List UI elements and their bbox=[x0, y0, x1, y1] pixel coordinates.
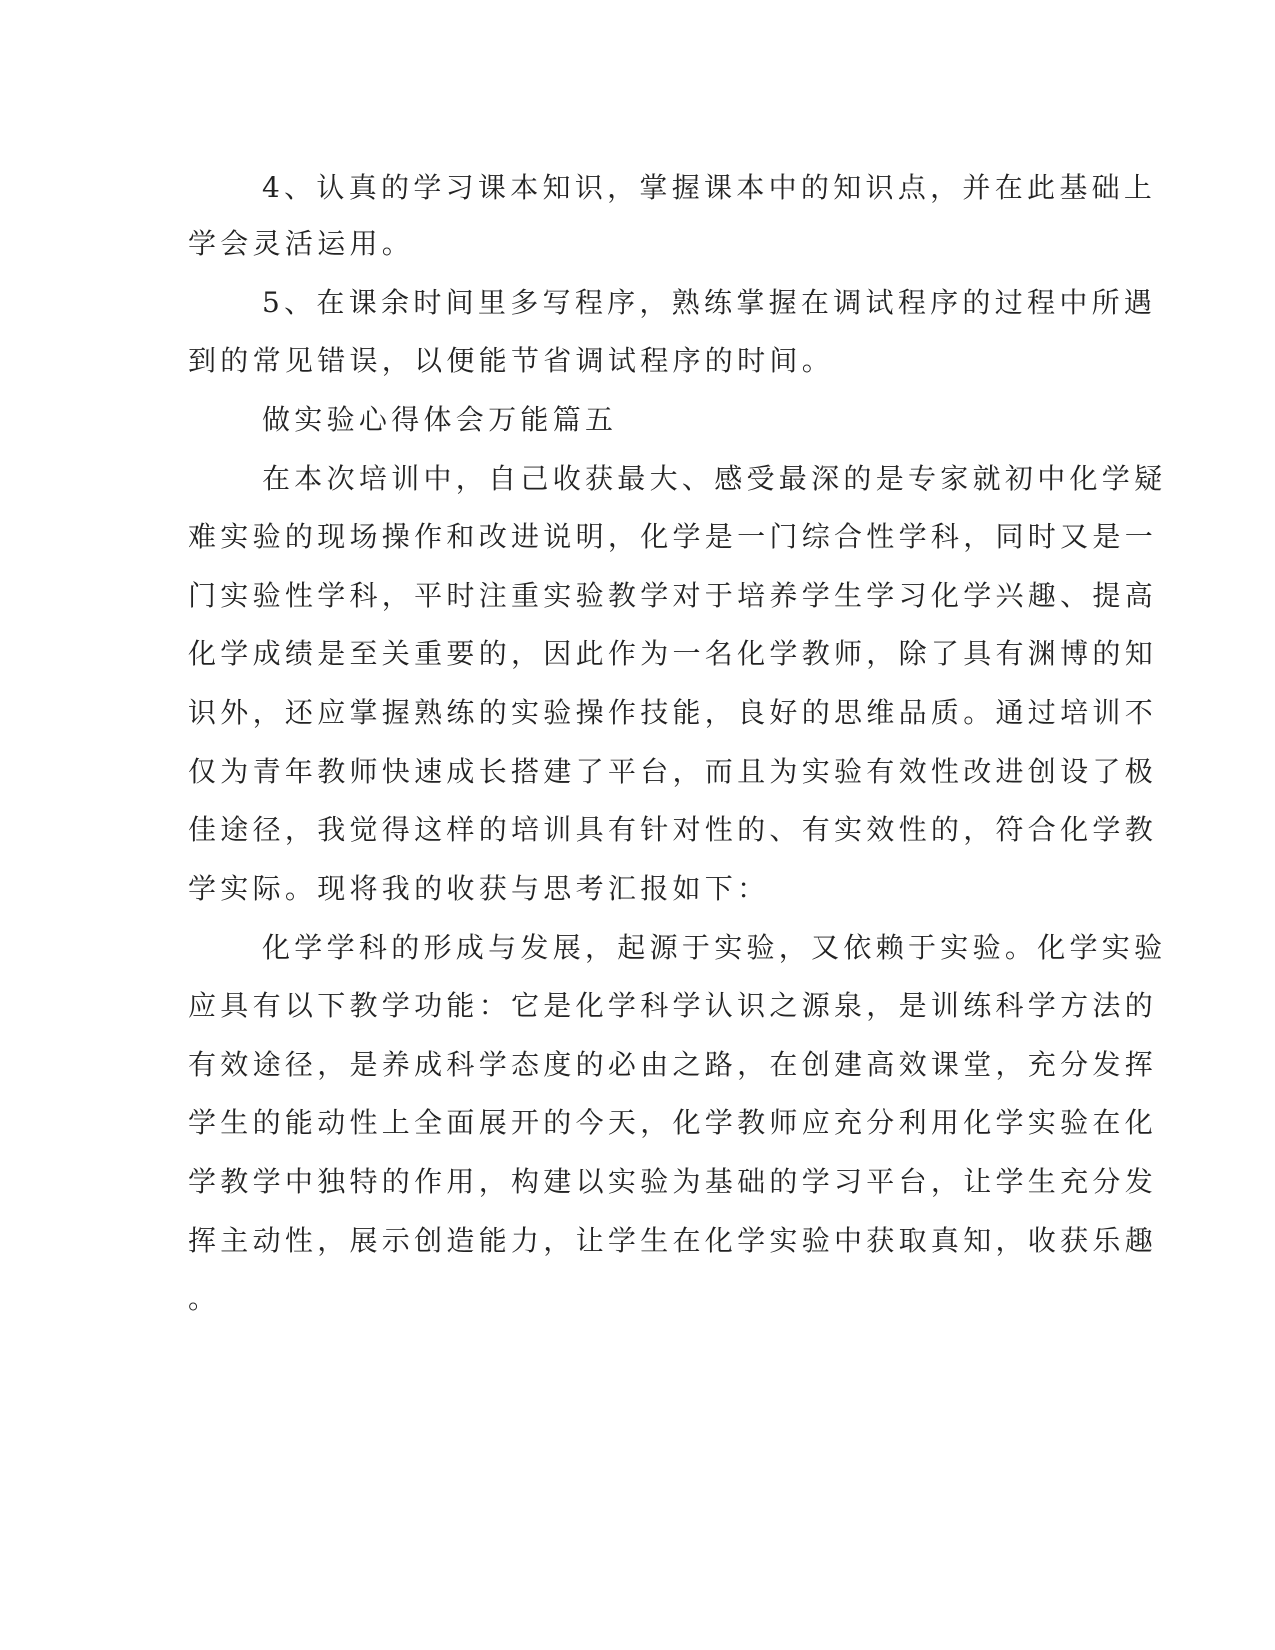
paragraph-line: 5、在课余时间里多写程序，熟练掌握在调试程序的过程中所遇 bbox=[262, 286, 1157, 319]
paragraph-line: 。 bbox=[188, 1282, 221, 1315]
paragraph-line: 门实验性学科，平时注重实验教学对于培养学生学习化学兴趣、提高 bbox=[188, 579, 1158, 612]
paragraph-line: 4、认真的学习课本知识，掌握课本中的知识点，并在此基础上 bbox=[262, 171, 1157, 204]
paragraph-line: 在本次培训中，自己收获最大、感受最深的是专家就初中化学疑 bbox=[262, 462, 1167, 495]
paragraph-line: 化学成绩是至关重要的，因此作为一名化学教师，除了具有渊博的知 bbox=[188, 637, 1158, 670]
paragraph-line: 仅为青年教师快速成长搭建了平台，而且为实验有效性改进创设了极 bbox=[188, 755, 1158, 788]
paragraph-line: 学实际。现将我的收获与思考汇报如下： bbox=[188, 872, 770, 905]
paragraph-line: 识外，还应掌握熟练的实验操作技能，良好的思维品质。通过培训不 bbox=[188, 696, 1158, 729]
paragraph-line: 学会灵活运用。 bbox=[188, 227, 415, 260]
paragraph-line: 学教学中独特的作用，构建以实验为基础的学习平台，让学生充分发 bbox=[188, 1165, 1158, 1198]
paragraph-line: 难实验的现场操作和改进说明，化学是一门综合性学科，同时又是一 bbox=[188, 520, 1158, 553]
paragraph-line: 学生的能动性上全面展开的今天，化学教师应充分利用化学实验在化 bbox=[188, 1106, 1158, 1139]
paragraph-line: 佳途径，我觉得这样的培训具有针对性的、有实效性的，符合化学教 bbox=[188, 813, 1158, 846]
paragraph-line: 化学学科的形成与发展，起源于实验，又依赖于实验。化学实验 bbox=[262, 931, 1167, 964]
paragraph-line: 到的常见错误，以便能节省调试程序的时间。 bbox=[188, 344, 835, 377]
paragraph-line: 有效途径，是养成科学态度的必由之路，在创建高效课堂，充分发挥 bbox=[188, 1048, 1158, 1081]
paragraph-line: 挥主动性，展示创造能力，让学生在化学实验中获取真知，收获乐趣 bbox=[188, 1224, 1158, 1257]
section-heading: 做实验心得体会万能篇五 bbox=[262, 403, 618, 436]
paragraph-line: 应具有以下教学功能：它是化学科学认识之源泉，是训练科学方法的 bbox=[188, 989, 1158, 1022]
